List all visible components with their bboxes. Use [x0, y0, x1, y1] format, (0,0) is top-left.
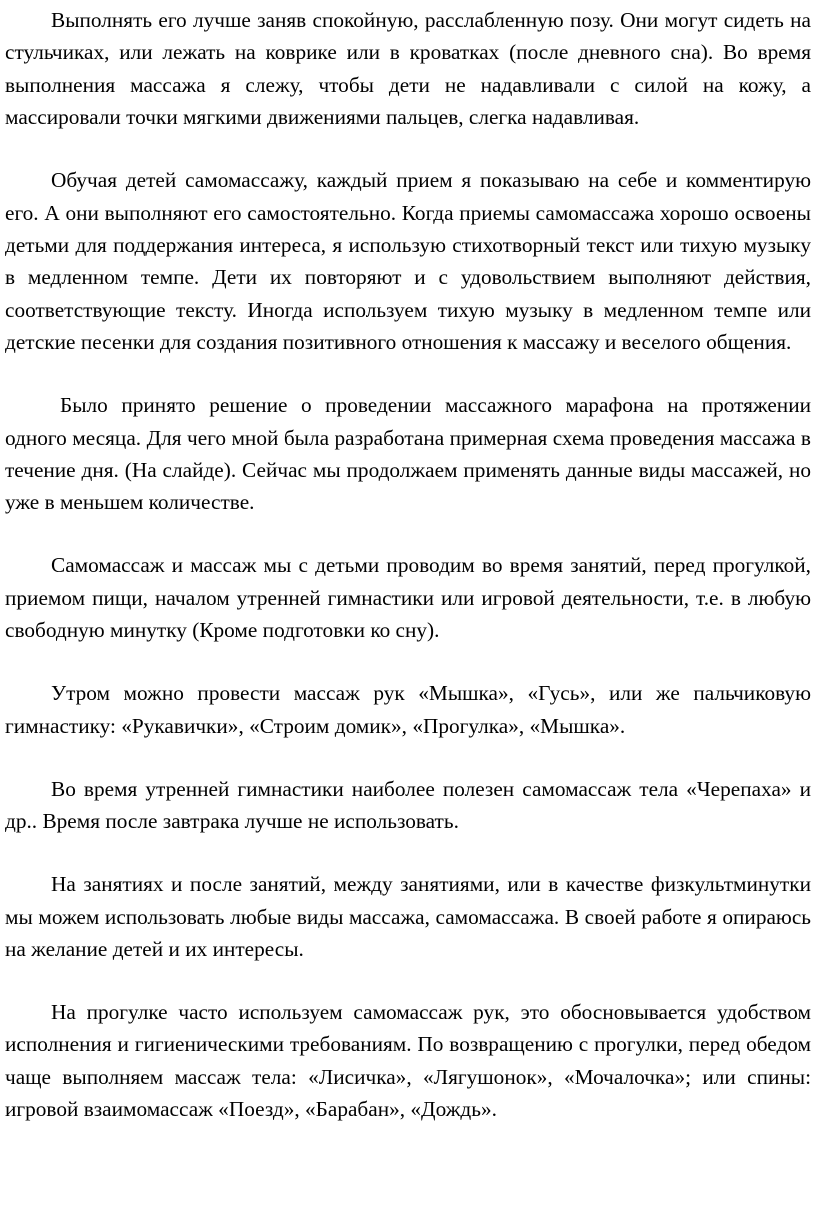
paragraph-when-massage: Самомассаж и массаж мы с детьми проводим во время занятий, перед прогулкой, приемом пищи, началом утренней гимнастики или игровой деятельности, т.е. в любую свободную минутку (Кроме подготовки ко сну). [5, 553, 811, 643]
paragraph-teaching-self-massage: Обучая детей самомассажу, каждый прием я показываю на себе и комментирую его. А они выполняют его самостоятельно. Когда приемы самомассажа хорошо освоены детьми для поддержания интереса, я использую стихотворный текст или тихую музыку в медленном темпе. Дети их повторяют и с удовольствием выполняют действия, соответствующие тексту. Иногда используем тихую музыку в медленном темпе или детские песенки для создания позитивного отношения к массажу и веселого общения. [5, 168, 811, 355]
paragraph-morning-massage: Утром можно провести массаж рук «Мышка», «Гусь», или же пальчиковую гимнастику: «Рукавички», «Строим домик», «Прогулка», «Мышка». [5, 681, 811, 738]
paragraph-massage-marathon: Было принято решение о проведении массажного марафона на протяжении одного месяца. Для чего мной была разработана примерная схема проведения массажа в течение дня. (На слайде). Сейчас мы продолжаем применять данные виды массажей, но уже в меньшем количестве. [5, 393, 811, 515]
paragraph-morning-gymnastics: Во время утренней гимнастики наиболее полезен самомассаж тела «Черепаха» и др.. Время после завтрака лучше не использовать. [5, 776, 811, 834]
paragraph-relaxed-pose: Выполнять его лучше заняв спокойную, расслабленную позу. Они могут сидеть на стульчиках, или лежать на коврике или в кроватках (после дневного сна). Во время выполнения массажа я слежу, чтобы дети не надавливали с силой на кожу, а массировали точки мягкими движениями пальцев, слегка надавливая. [5, 8, 811, 130]
paragraph-during-lessons: На занятиях и после занятий, между занятиями, или в качестве физкультминутки мы можем использовать любые виды массажа, самомассажа. В своей работе я опираюсь на желание детей и их интересы. [5, 872, 811, 961]
paragraph-on-walk: На прогулке часто используем самомассаж рук, это обосновывается удобством исполнения и гигиеническими требованиям. По возвращению с прогулки, перед обедом чаще выполняем массаж тела: «Лисичка», «Лягушонок», «Мочалочка»; или спины: игровой взаимомассаж «Поезд», «Барабан», «Дождь». [5, 999, 811, 1122]
